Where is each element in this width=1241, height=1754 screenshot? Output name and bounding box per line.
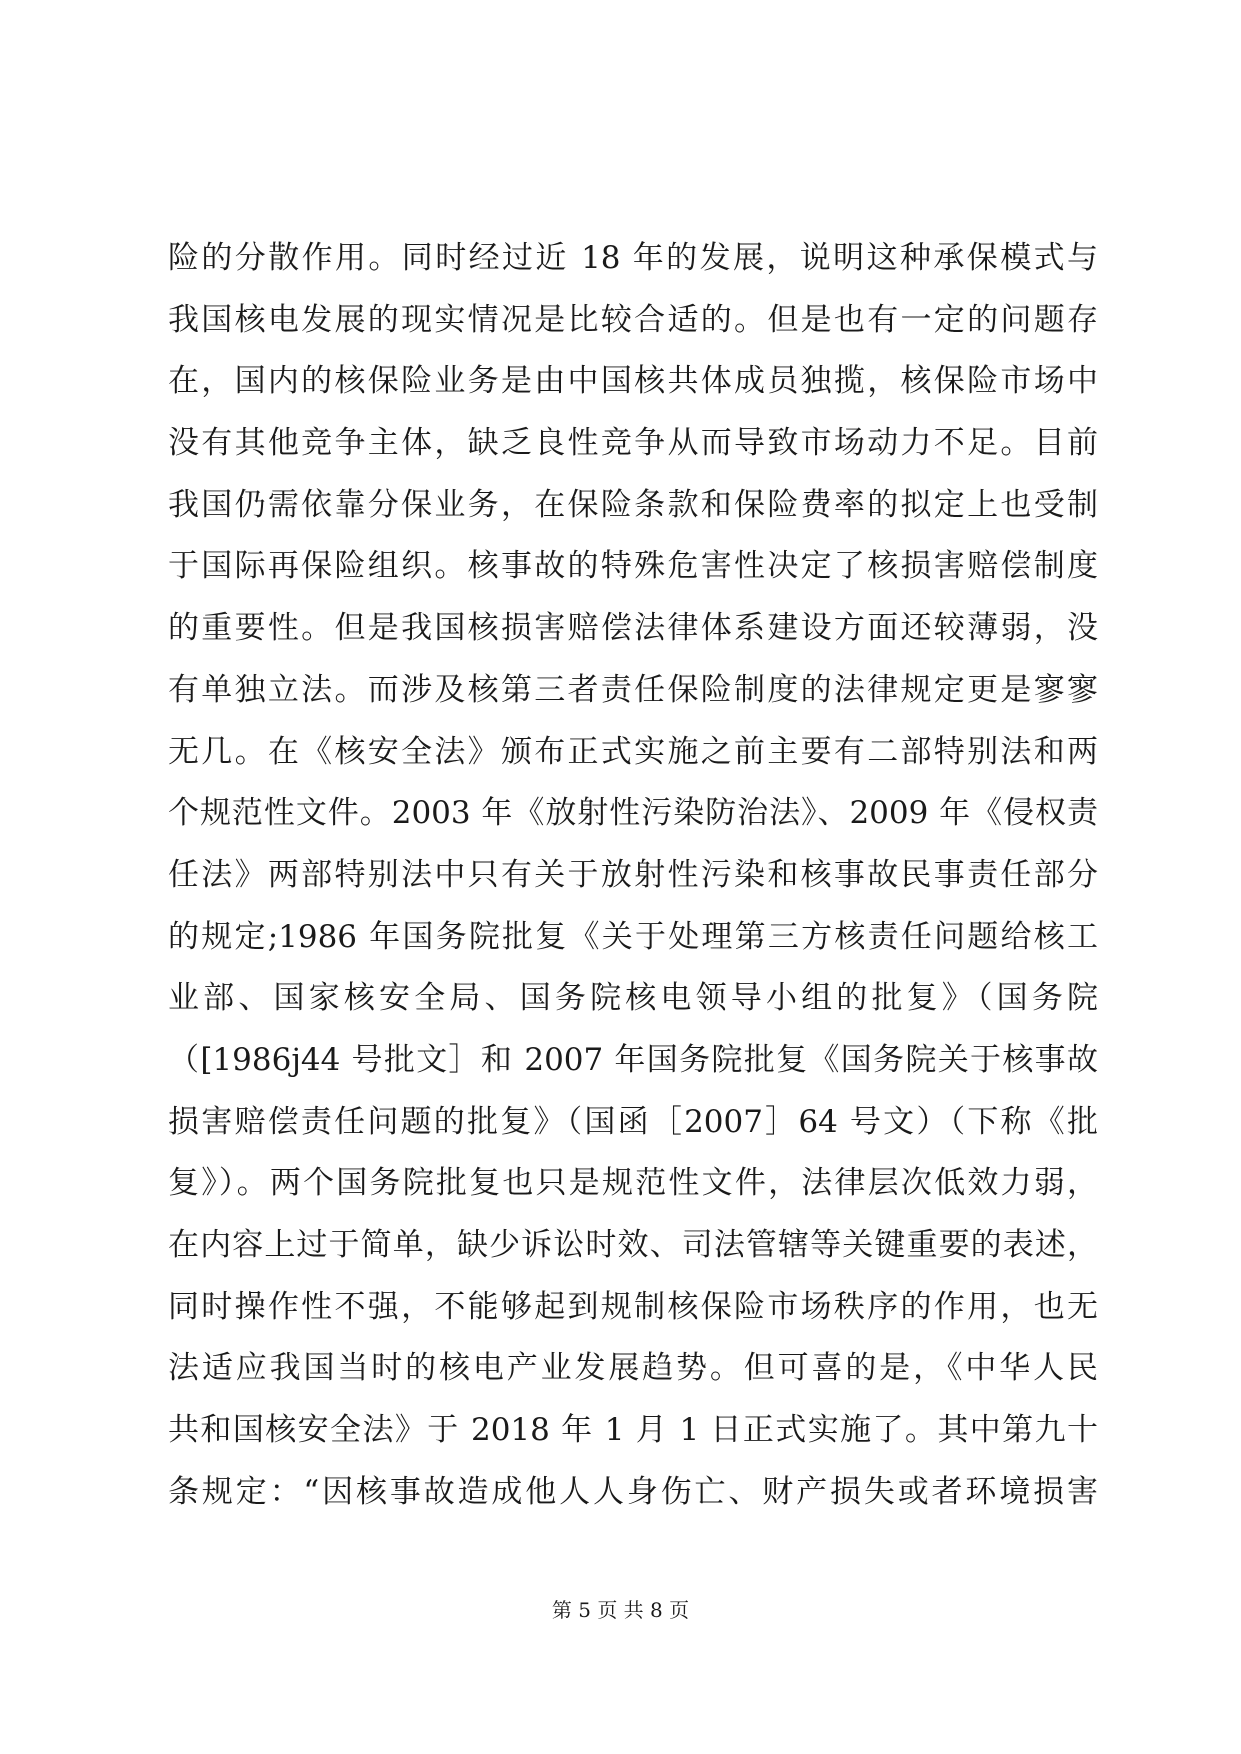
text-line: 任法》两部特别法中只有关于放射性污染和核事故民事责任部分 [168, 856, 1098, 893]
text-line: 共和国核安全法》于 2018 年 1 月 1 日正式实施了。其中第九十 [168, 1412, 1098, 1449]
text-line: 于国际再保险组织。核事故的特殊危害性决定了核损害赔偿制度 [168, 548, 1098, 585]
page-footer: 第 5 页 共 8 页 [551, 1598, 690, 1622]
text-line: 的重要性。但是我国核损害赔偿法律体系建设方面还较薄弱，没 [168, 610, 1098, 647]
text-line: （[1986j44 号批文］和 2007 年国务院批复《国务院关于核事故 [168, 1041, 1098, 1078]
text-line: 没有其他竞争主体，缺乏良性竞争从而导致市场动力不足。目前 [168, 425, 1098, 462]
text-line: 在，国内的核保险业务是由中国核共体成员独揽，核保险市场中 [168, 363, 1098, 400]
text-line: 我国核电发展的现实情况是比较合适的。但是也有一定的问题存 [168, 301, 1098, 338]
text-line: 无几。在《核安全法》颁布正式实施之前主要有二部特别法和两 [168, 733, 1098, 770]
text-line: 业部、国家核安全局、国务院核电领导小组的批复》（国务院 [168, 980, 1098, 1017]
text-line: 复》）。两个国务院批复也只是规范性文件，法律层次低效力弱， [168, 1165, 1098, 1202]
text-line: 同时操作性不强，不能够起到规制核保险市场秩序的作用，也无 [168, 1288, 1098, 1325]
text-line: 的规定;1986 年国务院批复《关于处理第三方核责任问题给核工 [168, 918, 1098, 955]
body-text [168, 228, 1098, 1523]
text-line: 损害赔偿责任问题的批复》（国函［2007］64 号文）（下称《批 [168, 1103, 1098, 1140]
text-line: 我国仍需依靠分保业务，在保险条款和保险费率的拟定上也受制 [168, 486, 1098, 523]
text-line: 在内容上过于简单，缺少诉讼时效、司法管辖等关键重要的表述， [168, 1227, 1098, 1263]
text-line: 险的分散作用。同时经过近 18 年的发展，说明这种承保模式与 [168, 240, 1098, 276]
text-line: 个规范性文件。2003 年《放射性污染防治法》、2009 年《侵权责 [168, 795, 1098, 832]
text-line: 法适应我国当时的核电产业发展趋势。但可喜的是，《中华人民 [168, 1350, 1098, 1387]
text-line: 条规定：“因核事故造成他人人身伤亡、财产损失或者环境损害 [168, 1473, 1098, 1510]
text-line: 有单独立法。而涉及核第三者责任保险制度的法律规定更是寥寥 [168, 671, 1098, 708]
